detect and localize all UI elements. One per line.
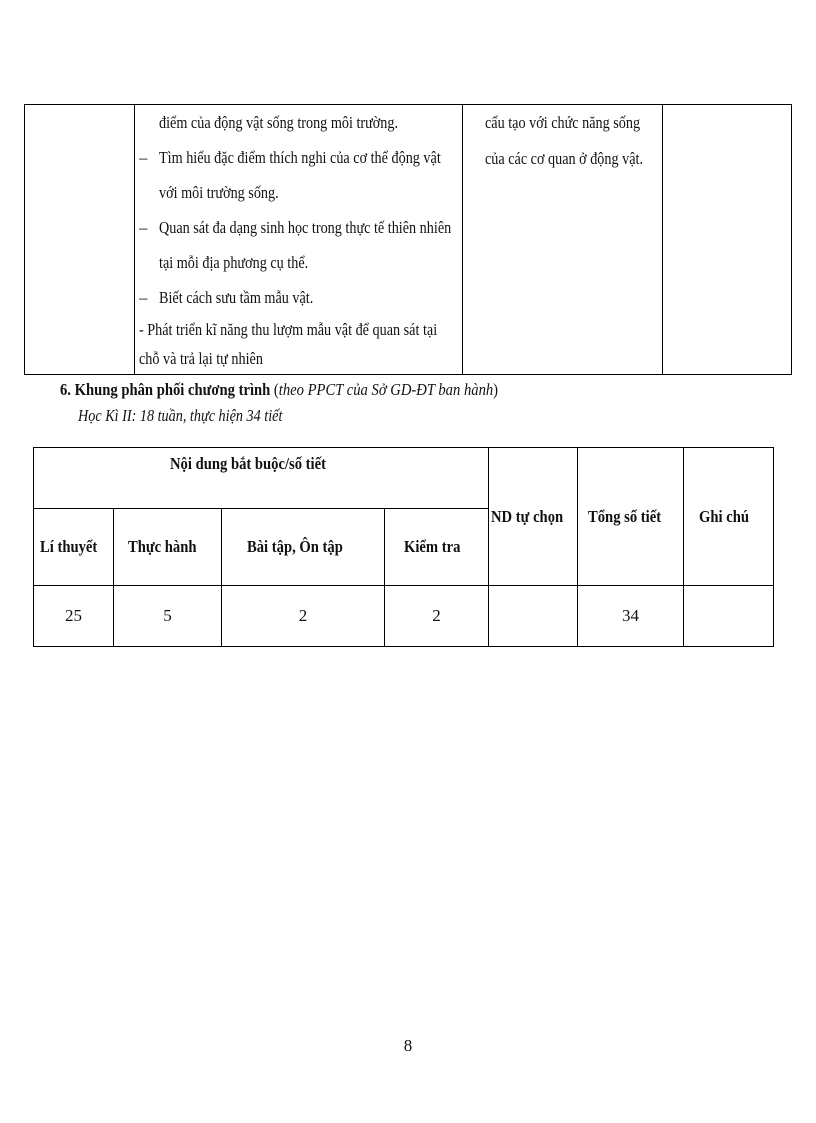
skill-line: – Quan sát đa dạng sinh học trong thực tế thiên nhiên bbox=[139, 218, 452, 237]
total-periods-value: 34 bbox=[578, 586, 684, 647]
skill-line: – Biết cách sưu tầm mẫu vật. bbox=[139, 288, 314, 307]
semester-subheading: Học Kì II: 18 tuần, thực hiện 34 tiết bbox=[78, 406, 283, 425]
test-value: 2 bbox=[385, 586, 489, 647]
notes-value bbox=[684, 586, 774, 647]
skill-line: điểm của động vật sống trong môi trường. bbox=[159, 113, 399, 132]
total-periods-header: Tổng số tiết bbox=[578, 448, 684, 586]
structure-function-cell bbox=[462, 105, 662, 375]
skill-line: với môi trường sống. bbox=[159, 183, 279, 202]
skill-line: chỗ và trả lại tự nhiên bbox=[139, 349, 264, 368]
notes-header: Ghi chú bbox=[684, 448, 774, 586]
theory-value: 25 bbox=[34, 586, 114, 647]
section-source-note: theo PPCT của Sở GD-ĐT ban hành bbox=[278, 380, 494, 399]
section-title: 6. Khung phân phối chương trình bbox=[60, 380, 271, 399]
elective-value bbox=[489, 586, 578, 647]
exercise-review-header: Bài tập, Ôn tập bbox=[222, 509, 385, 586]
theory-header: Lí thuyết bbox=[34, 509, 114, 586]
practice-header: Thực hành bbox=[114, 509, 222, 586]
required-content-header: Nội dung bắt buộc/số tiết bbox=[34, 448, 489, 509]
empty-cell-right bbox=[662, 105, 791, 375]
objectives-table-continuation bbox=[24, 104, 792, 375]
empty-cell-left bbox=[25, 105, 135, 375]
skill-line: tại mỗi địa phương cụ thể. bbox=[159, 253, 309, 272]
structure-line: cấu tạo với chức năng sống bbox=[484, 113, 640, 132]
test-header: Kiểm tra bbox=[385, 509, 489, 586]
skill-line: – Tìm hiểu đặc điểm thích nghi của cơ thể động vật bbox=[139, 148, 441, 167]
elective-header: ND tự chọn bbox=[489, 448, 578, 586]
practice-value: 5 bbox=[114, 586, 222, 647]
skills-cell bbox=[135, 105, 462, 375]
program-distribution-table bbox=[33, 447, 774, 647]
structure-line: của các cơ quan ở động vật. bbox=[484, 149, 643, 168]
exercise-review-value: 2 bbox=[222, 586, 385, 647]
section-heading: 6. Khung phân phối chương trình (theo PPCT của Sở GD-ĐT ban hành) bbox=[60, 380, 499, 399]
skill-line: - Phát triển kĩ năng thu lượm mẫu vật để quan sát tại bbox=[139, 320, 438, 339]
page-number: 8 bbox=[403, 1036, 413, 1055]
